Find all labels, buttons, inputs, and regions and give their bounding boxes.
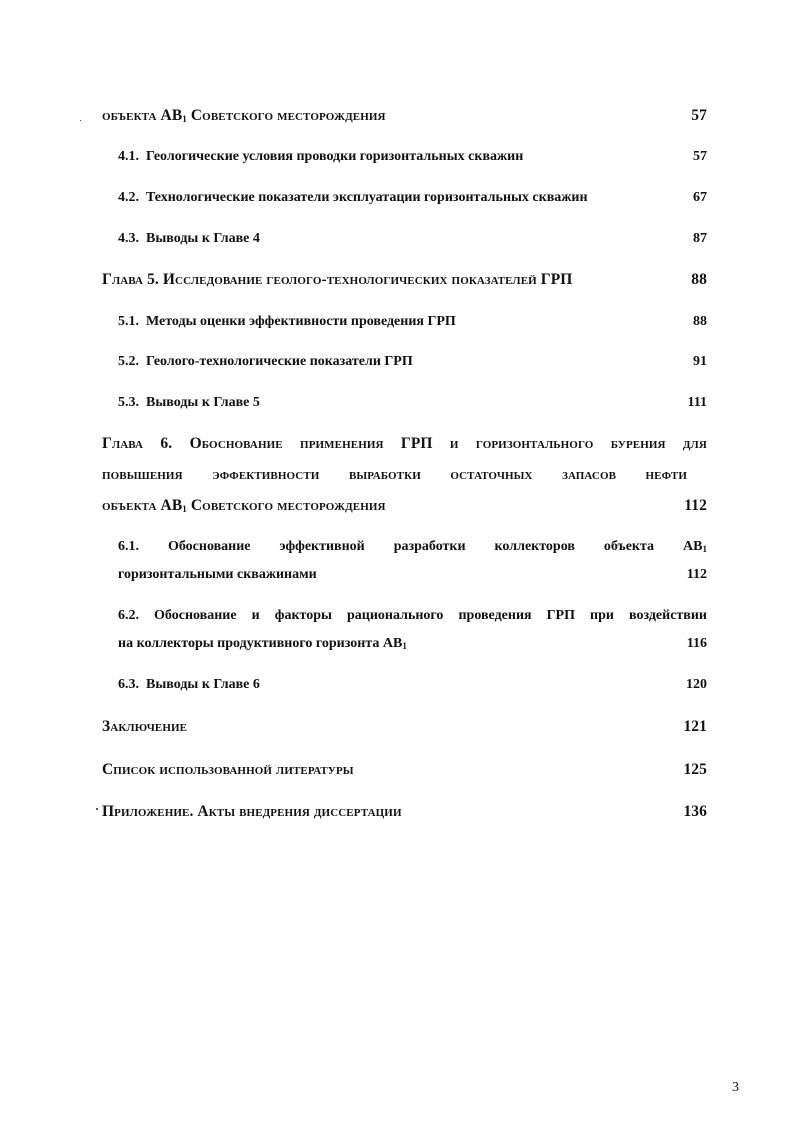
toc-title-line-1 [118, 608, 707, 624]
toc-title: 5.1. Методы оценки эффективности проведения ГРП [118, 314, 456, 329]
toc-title: Заключение [102, 718, 188, 735]
word: объекта [603, 539, 655, 554]
word: Обоснование [154, 608, 237, 623]
toc-entry-chapter-6[interactable] [102, 435, 707, 453]
word: применения [300, 435, 384, 452]
scan-speck [96, 808, 98, 810]
toc-title: 4.3. Выводы к Главе 4 [118, 231, 260, 246]
word: ГРП [546, 608, 575, 623]
toc-title: 5.2. Геолого-технологические показатели ГРП [118, 354, 413, 369]
word: эффективности [212, 466, 320, 483]
toc-title-line-3: объекта $АВ_1$ Советского месторождения [102, 497, 386, 514]
toc-title: Приложение. Акты внедрения диссертации [102, 803, 402, 820]
word: выработки [348, 466, 421, 483]
word: эффективной [279, 539, 365, 554]
toc-title: Список использованной литературы [102, 761, 354, 778]
toc-page-number: 91 [693, 354, 707, 369]
toc-entry-6-2[interactable] [118, 608, 707, 624]
word: бурения [610, 435, 666, 452]
toc-page-number: 116 [686, 636, 707, 651]
word: и [251, 608, 260, 623]
word: повышения [102, 466, 183, 483]
toc-page-number: 88 [693, 314, 707, 329]
toc-page-number: 57 [693, 149, 707, 164]
word: 6. [160, 435, 173, 452]
word: остаточных [450, 466, 533, 483]
word: факторы [274, 608, 332, 623]
word: $АВ_1$ [683, 539, 707, 554]
toc-page-number: 112 [684, 497, 707, 514]
toc-title-line-2 [102, 466, 687, 484]
toc-entry-chapter-6-line-2 [102, 466, 687, 484]
toc-page-number: 67 [693, 190, 707, 205]
toc-page-number: 125 [683, 761, 707, 778]
word: и [449, 435, 459, 452]
toc-title: объекта $АВ_1$ Советского месторождения [102, 107, 386, 124]
word: проведения [458, 608, 532, 623]
toc-page-number: 136 [683, 803, 707, 820]
word: Обоснование [189, 435, 283, 452]
word: ГРП [400, 435, 433, 452]
toc-title-line-2: на коллекторы продуктивного горизонта $АВ_1$ [118, 636, 407, 651]
toc-title: 4.2. Технологические показатели эксплуатации горизонтальных скважин [118, 190, 588, 205]
word: 6.1. [118, 539, 139, 554]
toc-page-number: 111 [687, 395, 707, 410]
toc-title: 5.3. Выводы к Главе 5 [118, 395, 260, 410]
word: при [590, 608, 614, 623]
toc-title-line-1 [102, 435, 707, 453]
word: запасов [562, 466, 617, 483]
word: Обоснование [167, 539, 251, 554]
toc-page-number: 121 [683, 718, 707, 735]
word: воздействии [629, 608, 707, 623]
toc-title: 6.3. Выводы к Главе 6 [118, 677, 260, 692]
word: Глава [102, 435, 144, 452]
word: для [682, 435, 707, 452]
toc-page-number: 112 [686, 567, 707, 582]
page-number: 3 [732, 1080, 739, 1095]
toc-title-line-2: горизонтальными скважинами [118, 567, 317, 582]
toc-page-number: 87 [693, 231, 707, 246]
toc-page-number: 120 [686, 677, 707, 692]
word: разработки [393, 539, 466, 554]
toc-entry-6-1[interactable] [118, 539, 707, 555]
toc-title: 4.1. Геологические условия проводки горизонтальных скважин [118, 149, 524, 164]
toc-page-number: 57 [691, 107, 707, 124]
word: 6.2. [118, 608, 139, 623]
toc-page-number: 88 [691, 271, 707, 288]
word: нефти [645, 466, 687, 483]
word: рационального [346, 608, 444, 623]
scan-speck [80, 120, 81, 121]
toc-title-line-1 [118, 539, 707, 555]
word: горизонтального [475, 435, 594, 452]
word: коллекторов [494, 539, 575, 554]
toc-title: Глава 5. Исследование геолого-технологических показателей ГРП [102, 271, 573, 288]
